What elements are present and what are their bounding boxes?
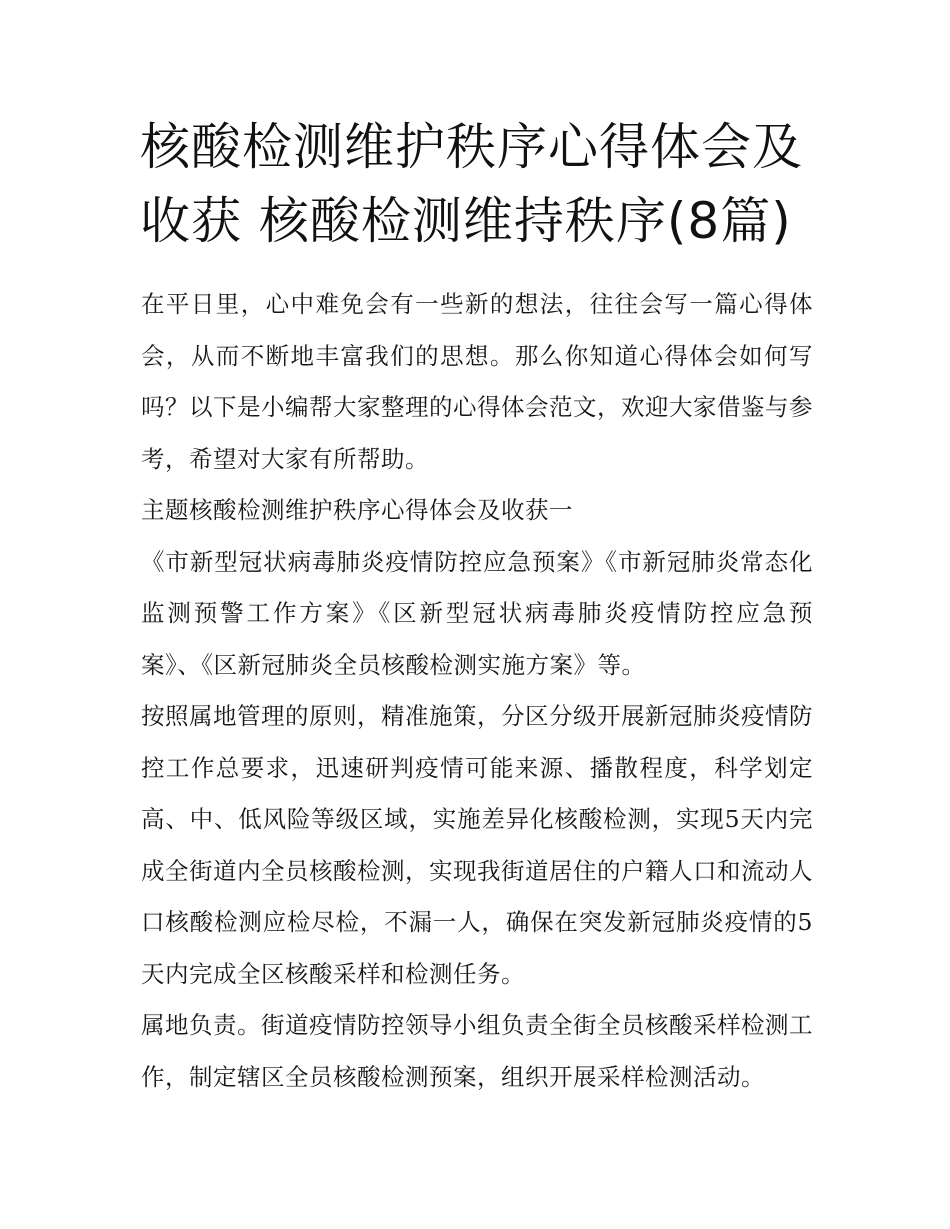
paragraph-documents: 《市新型冠状病毒肺炎疫情防控应急预案》《市新冠肺炎常态化监测预警工作方案》《区新型冠状病毒肺炎疫情防控应急预案》、《区新冠肺炎全员核酸检测实施方案》等。 [141, 547, 813, 679]
document-body [141, 279, 813, 1103]
paragraph-responsibility: 属地负责。街道疫情防控领导小组负责全街全员核酸采样检测工作，制定辖区全员核酸检测预案，组织开展采样检测活动。 [141, 1011, 813, 1091]
document-title: 核酸检测维护秩序心得体会及收获 核酸检测维持秩序(8篇) [140, 118, 803, 250]
paragraph-principles: 按照属地管理的原则，精准施策，分区分级开展新冠肺炎疫情防控工作总要求，迅速研判疫情可能来源、播散程度，科学划定高、中、低风险等级区域，实施差异化核酸检测，实现5天内完成全街道内全员核酸检测，实现我街道居住的户籍人口和流动人口核酸检测应检尽检，不漏一人，确保在突发新冠肺炎疫情的5天内完成全区核酸采样和检测任务。 [141, 702, 813, 988]
paragraph-section-heading: 主题核酸检测维护秩序心得体会及收获一 [141, 496, 573, 524]
paragraph-intro: 在平日里，心中难免会有一些新的想法，往往会写一篇心得体会，从而不断地丰富我们的思想。那么你知道心得体会如何写吗？以下是小编帮大家整理的心得体会范文，欢迎大家借鉴与参考，希望对大家有所帮助。 [141, 290, 813, 473]
